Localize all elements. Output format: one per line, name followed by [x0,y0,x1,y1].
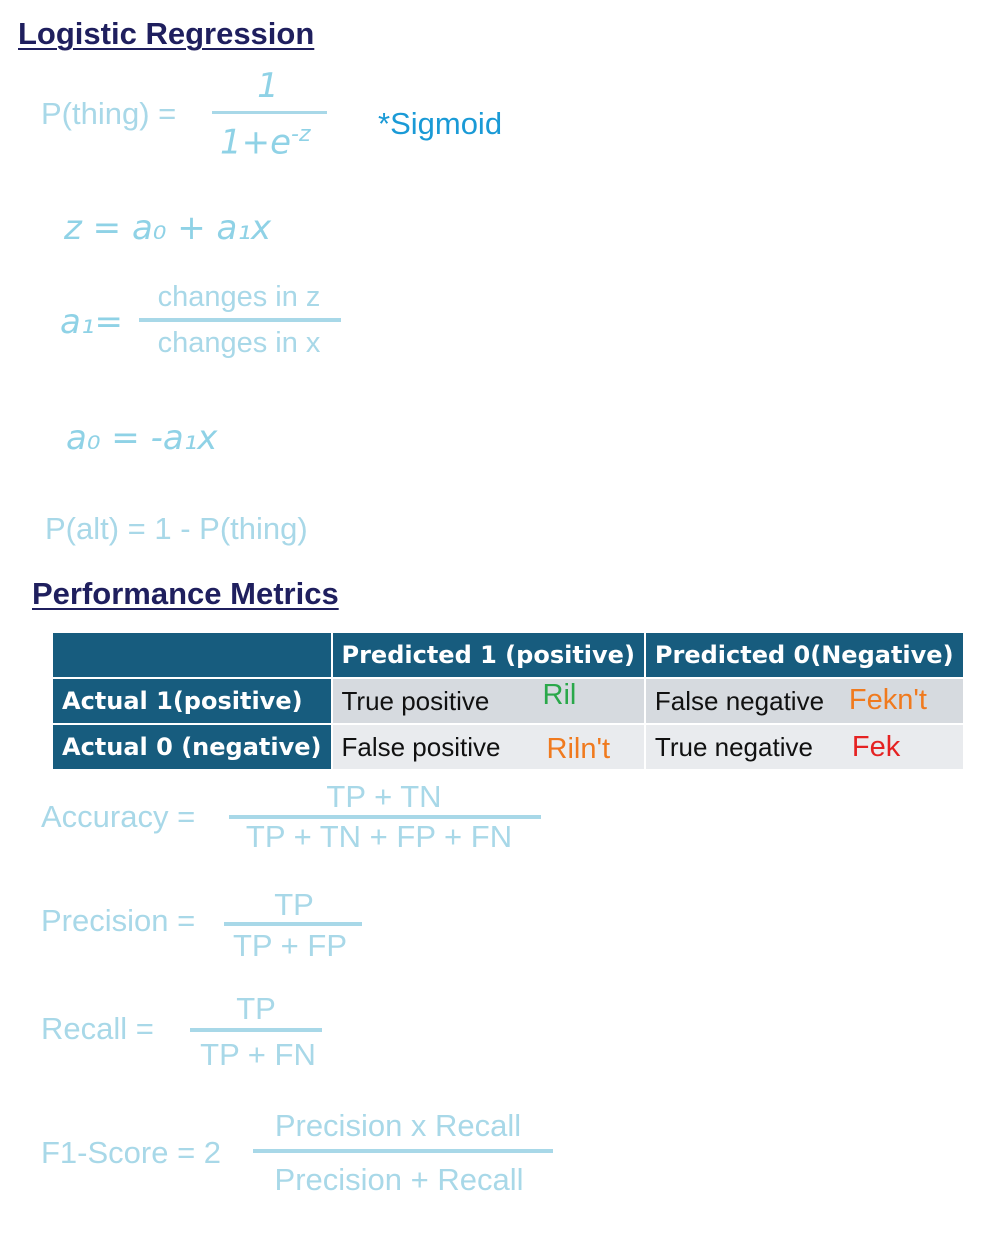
sigmoid-note: *Sigmoid [378,106,503,141]
confusion-matrix-table [51,631,965,771]
tag-fekn-t: Fekn't [848,684,927,716]
cell-text: False negative [654,685,825,716]
sigmoid-label: P(thing) = [41,96,177,131]
precision-label: Precision = [41,903,196,938]
cell-true-positive [332,678,645,724]
sigmoid-fraction-bar [212,111,327,114]
precision-fraction-bar [224,922,362,926]
cell-false-negative [645,678,964,724]
cell-true-negative [645,724,964,770]
a0-equation: a₀ = -a₁x [66,418,218,458]
p-alt-equation: P(alt) = 1 - P(thing) [45,511,308,546]
performance-metrics-heading: Performance Metrics [32,576,339,611]
cell-text: True negative [654,731,813,762]
header-predicted-1: Predicted 1 (positive) [332,632,645,678]
a1-numerator: changes in z [157,281,321,313]
tag-riln-t: Riln't [546,733,611,765]
accuracy-denominator: TP + TN + FP + FN [245,819,513,854]
f1-numerator: Precision x Recall [274,1108,522,1143]
a1-denominator: changes in x [157,327,321,359]
cell-text: True positive [341,685,490,716]
f1-label: F1-Score = 2 [41,1135,222,1170]
table-corner-cell [52,632,332,678]
tag-fek: Fek [851,731,901,763]
logistic-regression-heading: Logistic Regression [18,16,315,51]
precision-numerator: TP [274,887,314,922]
a1-lhs: a₁= [60,302,123,342]
accuracy-label: Accuracy = [41,799,196,834]
sigmoid-numerator: 1 [257,66,279,106]
z-equation: z = a₀ + a₁x [64,208,272,248]
cell-false-positive [332,724,645,770]
row-label-actual-0: Actual 0 (negative) [52,724,332,770]
recall-denominator: TP + FN [200,1037,316,1072]
precision-denominator: TP + FP [233,928,347,963]
header-predicted-0: Predicted 0(Negative) [645,632,964,678]
sigmoid-denominator: $1+e^{-z}$ [220,122,311,163]
f1-denominator: Precision + Recall [274,1162,524,1197]
a1-fraction-bar [139,318,341,322]
row-label-actual-1: Actual 1(positive) [52,678,332,724]
recall-numerator: TP [236,991,276,1026]
f1-fraction-bar [253,1149,553,1153]
table-header-row [52,632,964,678]
table-row [52,678,964,724]
accuracy-numerator: TP + TN [326,779,442,814]
recall-fraction-bar [190,1028,322,1032]
recall-label: Recall = [41,1011,154,1046]
tag-ril: Ril [542,679,577,711]
cell-text: False positive [341,731,501,762]
table-row [52,724,964,770]
